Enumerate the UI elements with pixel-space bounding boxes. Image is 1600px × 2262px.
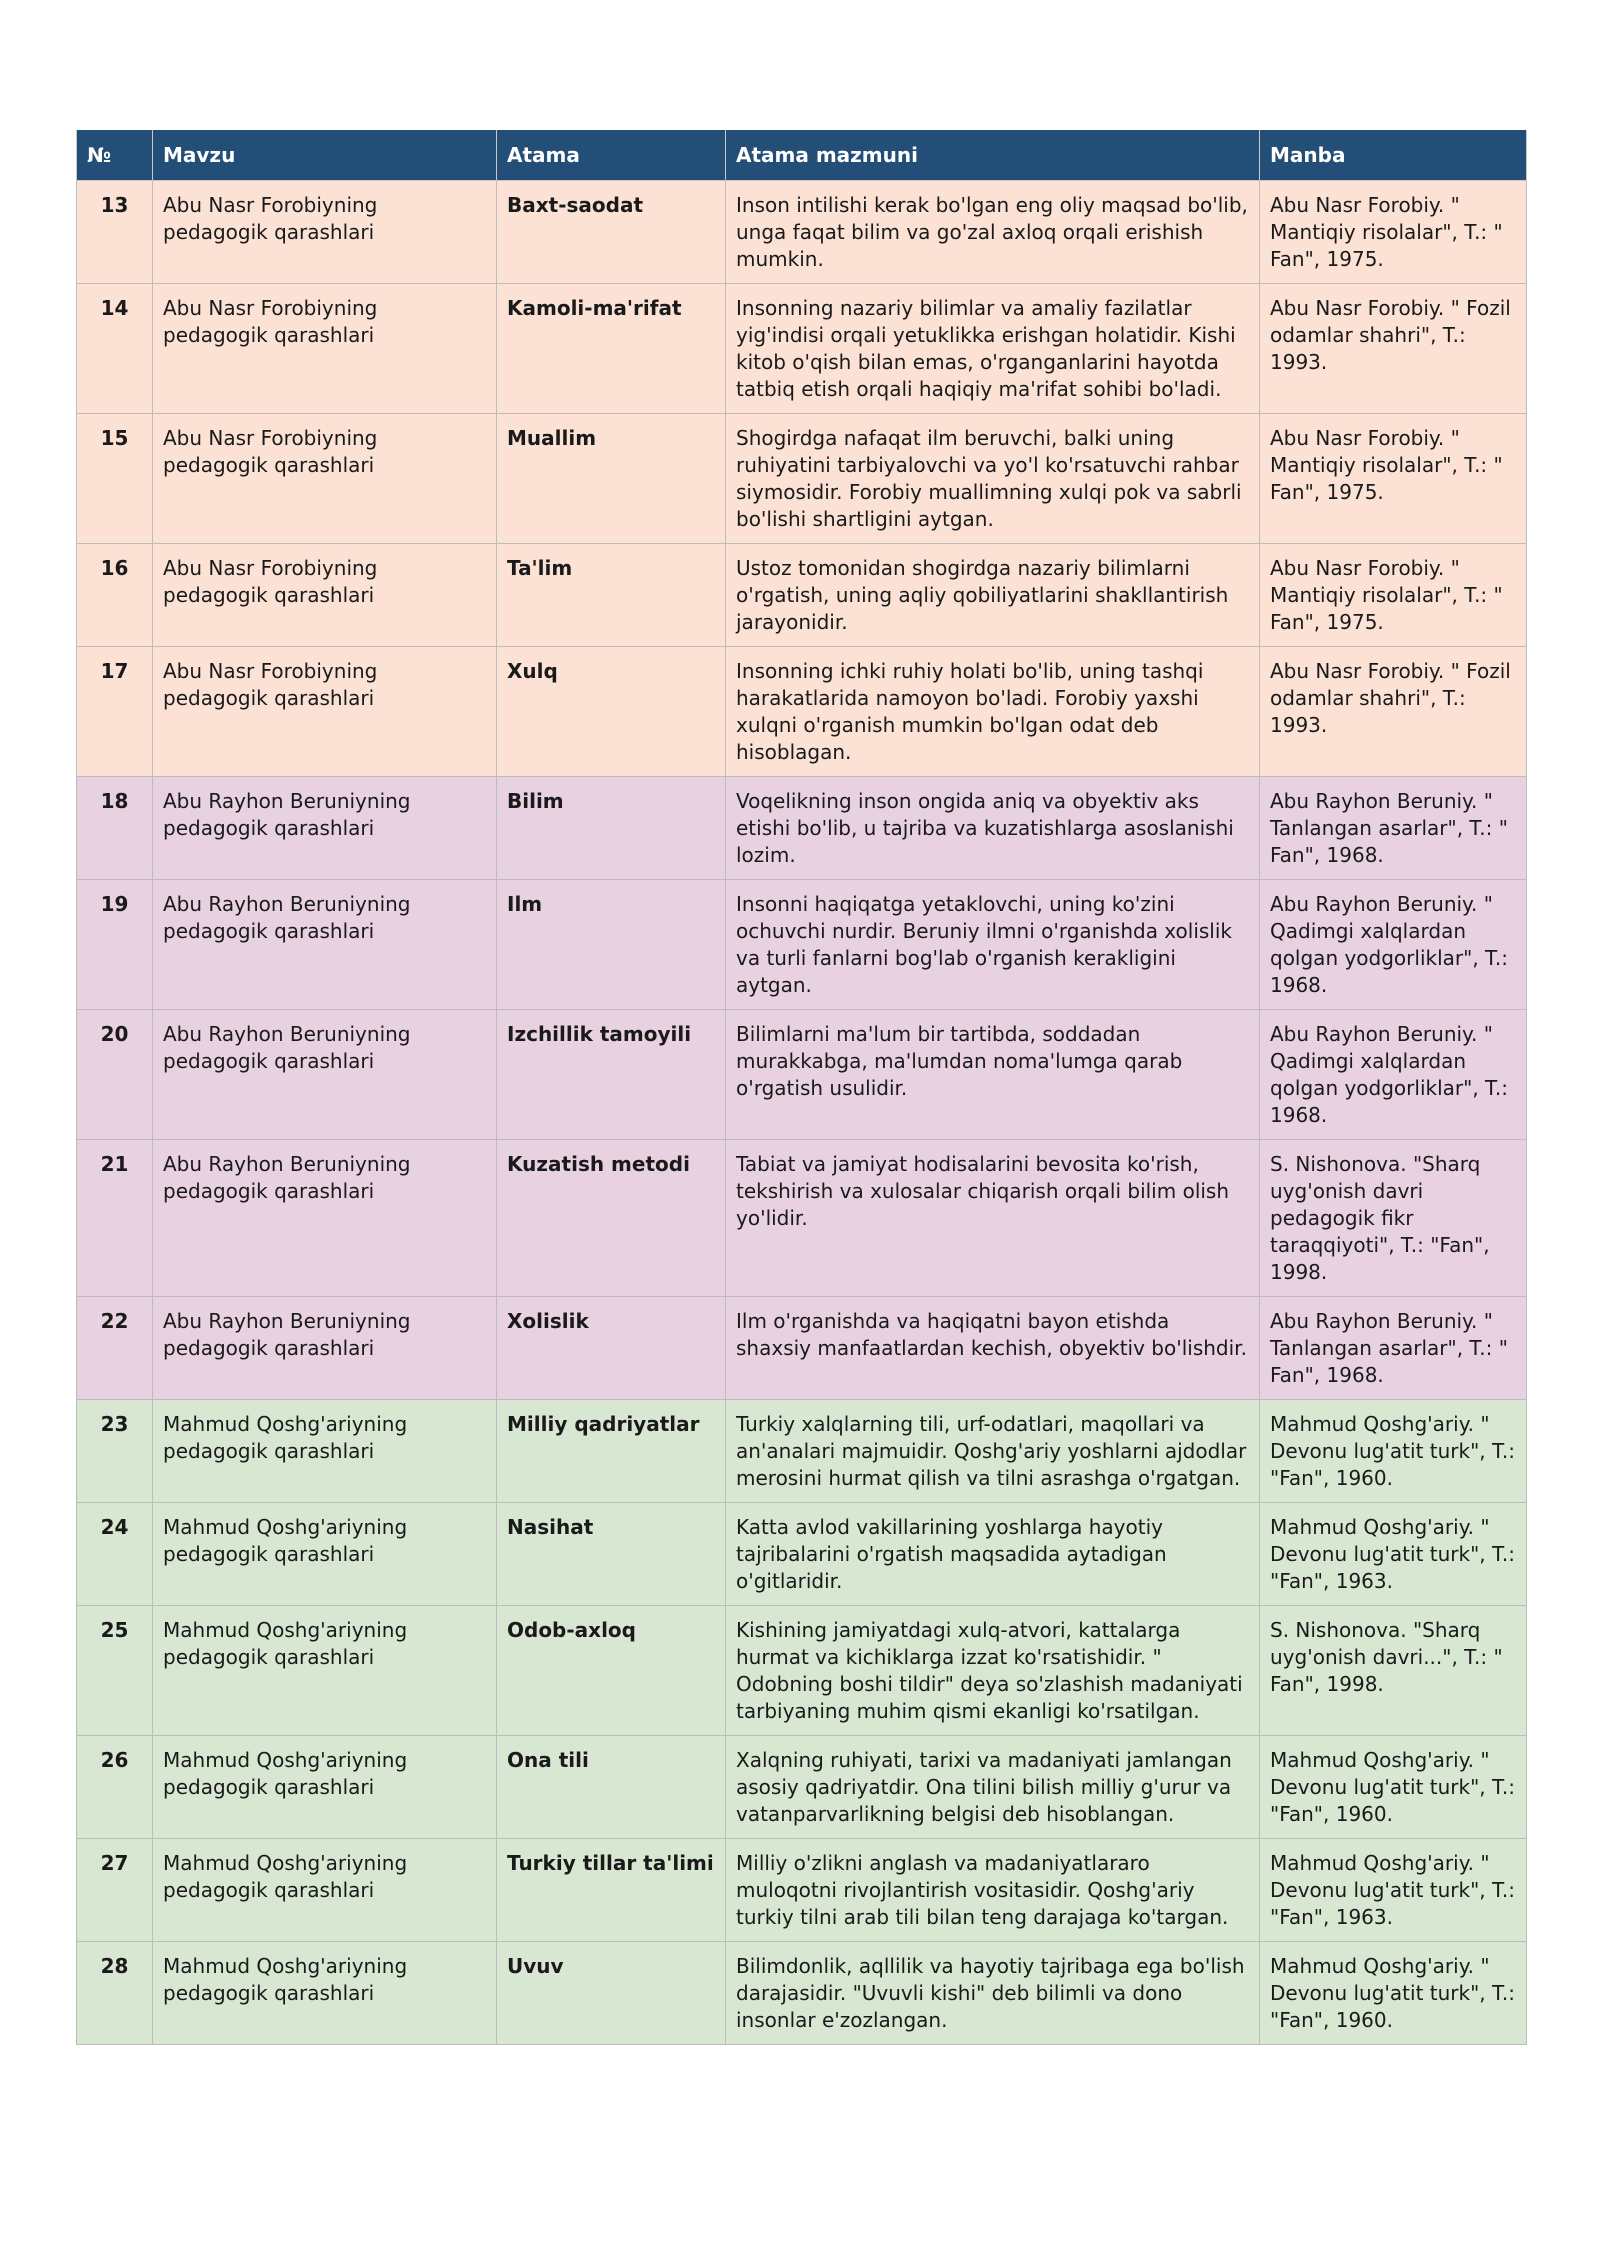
table-row <box>77 1606 1527 1736</box>
cell-number: 17 <box>77 647 153 777</box>
cell-mazmun: Ustoz tomonidan shogirdga nazariy bilimlarni o'rgatish, uning aqliy qobiliyatlarini shakllantirish jarayonidir. <box>726 544 1260 647</box>
cell-mavzu: Mahmud Qoshg'ariyning pedagogik qarashlari <box>153 1942 497 2045</box>
cell-number: 19 <box>77 880 153 1010</box>
cell-manba: Mahmud Qoshg'ariy. " Devonu lug'atit turk", T.: "Fan", 1963. <box>1260 1503 1527 1606</box>
cell-atama: Muallim <box>497 414 726 544</box>
table-header-row <box>77 130 1527 181</box>
cell-mavzu: Abu Nasr Forobiyning pedagogik qarashlari <box>153 181 497 284</box>
cell-mazmun: Insonning ichki ruhiy holati bo'lib, uning tashqi harakatlarida namoyon bo'ladi. Forobiy yaxshi xulqni o'rganish mumkin bo'lgan odat deb hisoblagan. <box>726 647 1260 777</box>
table-row <box>77 1140 1527 1297</box>
cell-mazmun: Shogirdga nafaqat ilm beruvchi, balki uning ruhiyatini tarbiyalovchi va yo'l ko'rsatuvchi rahbar siymosidir. Forobiy muallimning xulqi pok va sabrli bo'lishi shartligini aytgan. <box>726 414 1260 544</box>
cell-mazmun: Ilm o'rganishda va haqiqatni bayon etishda shaxsiy manfaatlardan kechish, obyektiv bo'lishdir. <box>726 1297 1260 1400</box>
cell-manba: Abu Rayhon Beruniy. " Qadimgi xalqlardan qolgan yodgorliklar", T.: 1968. <box>1260 1010 1527 1140</box>
cell-number: 20 <box>77 1010 153 1140</box>
cell-mazmun: Katta avlod vakillarining yoshlarga hayotiy tajribalarini o'rgatish maqsadida aytadigan o'gitlaridir. <box>726 1503 1260 1606</box>
cell-number: 16 <box>77 544 153 647</box>
cell-manba: Mahmud Qoshg'ariy. " Devonu lug'atit turk", T.: "Fan", 1960. <box>1260 1400 1527 1503</box>
header-atama: Atama <box>497 130 726 181</box>
cell-mavzu: Mahmud Qoshg'ariyning pedagogik qarashlari <box>153 1400 497 1503</box>
cell-atama: Odob-axloq <box>497 1606 726 1736</box>
table-row <box>77 284 1527 414</box>
cell-mavzu: Abu Nasr Forobiyning pedagogik qarashlari <box>153 647 497 777</box>
cell-manba: Abu Nasr Forobiy. " Fozil odamlar shahri", T.: 1993. <box>1260 647 1527 777</box>
cell-manba: S. Nishonova. "Sharq uyg'onish davri...", T.: " Fan", 1998. <box>1260 1606 1527 1736</box>
table-body <box>77 181 1527 2045</box>
cell-atama: Xulq <box>497 647 726 777</box>
cell-number: 18 <box>77 777 153 880</box>
table-row <box>77 1010 1527 1140</box>
table-row <box>77 1503 1527 1606</box>
table-row <box>77 1736 1527 1839</box>
table-row <box>77 880 1527 1010</box>
cell-manba: S. Nishonova. "Sharq uyg'onish davri pedagogik fikr taraqqiyoti", T.: "Fan", 1998. <box>1260 1140 1527 1297</box>
cell-manba: Abu Rayhon Beruniy. " Tanlangan asarlar", T.: " Fan", 1968. <box>1260 1297 1527 1400</box>
cell-mavzu: Abu Rayhon Beruniyning pedagogik qarashlari <box>153 880 497 1010</box>
table-row <box>77 544 1527 647</box>
cell-atama: Kamoli-ma'rifat <box>497 284 726 414</box>
cell-manba: Abu Nasr Forobiy. " Mantiqiy risolalar", T.: " Fan", 1975. <box>1260 544 1527 647</box>
table-row <box>77 414 1527 544</box>
header-mazmun: Atama mazmuni <box>726 130 1260 181</box>
cell-mavzu: Abu Nasr Forobiyning pedagogik qarashlari <box>153 544 497 647</box>
cell-number: 23 <box>77 1400 153 1503</box>
cell-number: 14 <box>77 284 153 414</box>
header-manba: Manba <box>1260 130 1527 181</box>
cell-mazmun: Bilimlarni ma'lum bir tartibda, soddadan murakkabga, ma'lumdan noma'lumga qarab o'rgatish usulidir. <box>726 1010 1260 1140</box>
cell-mazmun: Voqelikning inson ongida aniq va obyektiv aks etishi bo'lib, u tajriba va kuzatishlarga asoslanishi lozim. <box>726 777 1260 880</box>
cell-mazmun: Xalqning ruhiyati, tarixi va madaniyati jamlangan asosiy qadriyatdir. Ona tilini bilish milliy g'urur va vatanparvarlikning belgisi deb hisoblangan. <box>726 1736 1260 1839</box>
cell-atama: Milliy qadriyatlar <box>497 1400 726 1503</box>
cell-atama: Kuzatish metodi <box>497 1140 726 1297</box>
cell-mazmun: Tabiat va jamiyat hodisalarini bevosita ko'rish, tekshirish va xulosalar chiqarish orqali bilim olish yo'lidir. <box>726 1140 1260 1297</box>
table-row <box>77 1942 1527 2045</box>
cell-mavzu: Abu Rayhon Beruniyning pedagogik qarashlari <box>153 1297 497 1400</box>
cell-manba: Mahmud Qoshg'ariy. " Devonu lug'atit turk", T.: "Fan", 1960. <box>1260 1942 1527 2045</box>
cell-atama: Baxt-saodat <box>497 181 726 284</box>
cell-atama: Uvuv <box>497 1942 726 2045</box>
terms-table <box>76 130 1527 2045</box>
cell-mavzu: Mahmud Qoshg'ariyning pedagogik qarashlari <box>153 1606 497 1736</box>
cell-atama: Xolislik <box>497 1297 726 1400</box>
cell-mavzu: Mahmud Qoshg'ariyning pedagogik qarashlari <box>153 1736 497 1839</box>
cell-manba: Abu Rayhon Beruniy. " Tanlangan asarlar", T.: " Fan", 1968. <box>1260 777 1527 880</box>
cell-number: 13 <box>77 181 153 284</box>
cell-atama: Ona tili <box>497 1736 726 1839</box>
cell-mazmun: Turkiy xalqlarning tili, urf-odatlari, maqollari va an'analari majmuidir. Qoshg'ariy yoshlarni ajdodlar merosini hurmat qilish va tilni asrashga o'rgatgan. <box>726 1400 1260 1503</box>
cell-mazmun: Bilimdonlik, aqllilik va hayotiy tajribaga ega bo'lish darajasidir. "Uvuvli kishi" deb bilimli va dono insonlar e'zozlangan. <box>726 1942 1260 2045</box>
cell-manba: Abu Nasr Forobiy. " Mantiqiy risolalar", T.: " Fan", 1975. <box>1260 414 1527 544</box>
cell-mavzu: Abu Nasr Forobiyning pedagogik qarashlari <box>153 414 497 544</box>
table-row <box>77 181 1527 284</box>
cell-mavzu: Abu Rayhon Beruniyning pedagogik qarashlari <box>153 1140 497 1297</box>
cell-number: 26 <box>77 1736 153 1839</box>
cell-manba: Abu Nasr Forobiy. " Fozil odamlar shahri", T.: 1993. <box>1260 284 1527 414</box>
cell-number: 24 <box>77 1503 153 1606</box>
cell-atama: Turkiy tillar ta'limi <box>497 1839 726 1942</box>
table-row <box>77 1400 1527 1503</box>
cell-atama: Nasihat <box>497 1503 726 1606</box>
cell-mavzu: Abu Rayhon Beruniyning pedagogik qarashlari <box>153 777 497 880</box>
cell-number: 15 <box>77 414 153 544</box>
header-number: № <box>77 130 153 181</box>
cell-atama: Ta'lim <box>497 544 726 647</box>
cell-mavzu: Mahmud Qoshg'ariyning pedagogik qarashlari <box>153 1839 497 1942</box>
cell-mavzu: Mahmud Qoshg'ariyning pedagogik qarashlari <box>153 1503 497 1606</box>
cell-manba: Mahmud Qoshg'ariy. " Devonu lug'atit turk", T.: "Fan", 1960. <box>1260 1736 1527 1839</box>
cell-mazmun: Insonning nazariy bilimlar va amaliy fazilatlar yig'indisi orqali yetuklikka erishgan holatidir. Kishi kitob o'qish bilan emas, o'rganganlarini hayotda tatbiq etish orqali haqiqiy ma'rifat sohibi bo'ladi. <box>726 284 1260 414</box>
cell-number: 28 <box>77 1942 153 2045</box>
cell-atama: Bilim <box>497 777 726 880</box>
header-mavzu: Mavzu <box>153 130 497 181</box>
cell-mazmun: Milliy o'zlikni anglash va madaniyatlararo muloqotni rivojlantirish vositasidir. Qoshg'ariy turkiy tilni arab tili bilan teng darajaga ko'targan. <box>726 1839 1260 1942</box>
cell-atama: Izchillik tamoyili <box>497 1010 726 1140</box>
cell-number: 25 <box>77 1606 153 1736</box>
cell-number: 27 <box>77 1839 153 1942</box>
cell-mazmun: Inson intilishi kerak bo'lgan eng oliy maqsad bo'lib, unga faqat bilim va go'zal axloq orqali erishish mumkin. <box>726 181 1260 284</box>
cell-atama: Ilm <box>497 880 726 1010</box>
table-row <box>77 647 1527 777</box>
table-row <box>77 1297 1527 1400</box>
cell-mavzu: Abu Nasr Forobiyning pedagogik qarashlari <box>153 284 497 414</box>
table-row <box>77 1839 1527 1942</box>
cell-mavzu: Abu Rayhon Beruniyning pedagogik qarashlari <box>153 1010 497 1140</box>
cell-manba: Abu Rayhon Beruniy. " Qadimgi xalqlardan qolgan yodgorliklar", T.: 1968. <box>1260 880 1527 1010</box>
cell-number: 22 <box>77 1297 153 1400</box>
cell-manba: Mahmud Qoshg'ariy. " Devonu lug'atit turk", T.: "Fan", 1963. <box>1260 1839 1527 1942</box>
table-row <box>77 777 1527 880</box>
cell-manba: Abu Nasr Forobiy. " Mantiqiy risolalar", T.: " Fan", 1975. <box>1260 181 1527 284</box>
cell-number: 21 <box>77 1140 153 1297</box>
cell-mazmun: Insonni haqiqatga yetaklovchi, uning ko'zini ochuvchi nurdir. Beruniy ilmni o'rganishda xolislik va turli fanlarni bog'lab o'rganish kerakligini aytgan. <box>726 880 1260 1010</box>
cell-mazmun: Kishining jamiyatdagi xulq-atvori, kattalarga hurmat va kichiklarga izzat ko'rsatishidir. " Odobning boshi tildir" deya so'zlashish madaniyati tarbiyaning muhim qismi ekanligi ko'rsatilgan. <box>726 1606 1260 1736</box>
